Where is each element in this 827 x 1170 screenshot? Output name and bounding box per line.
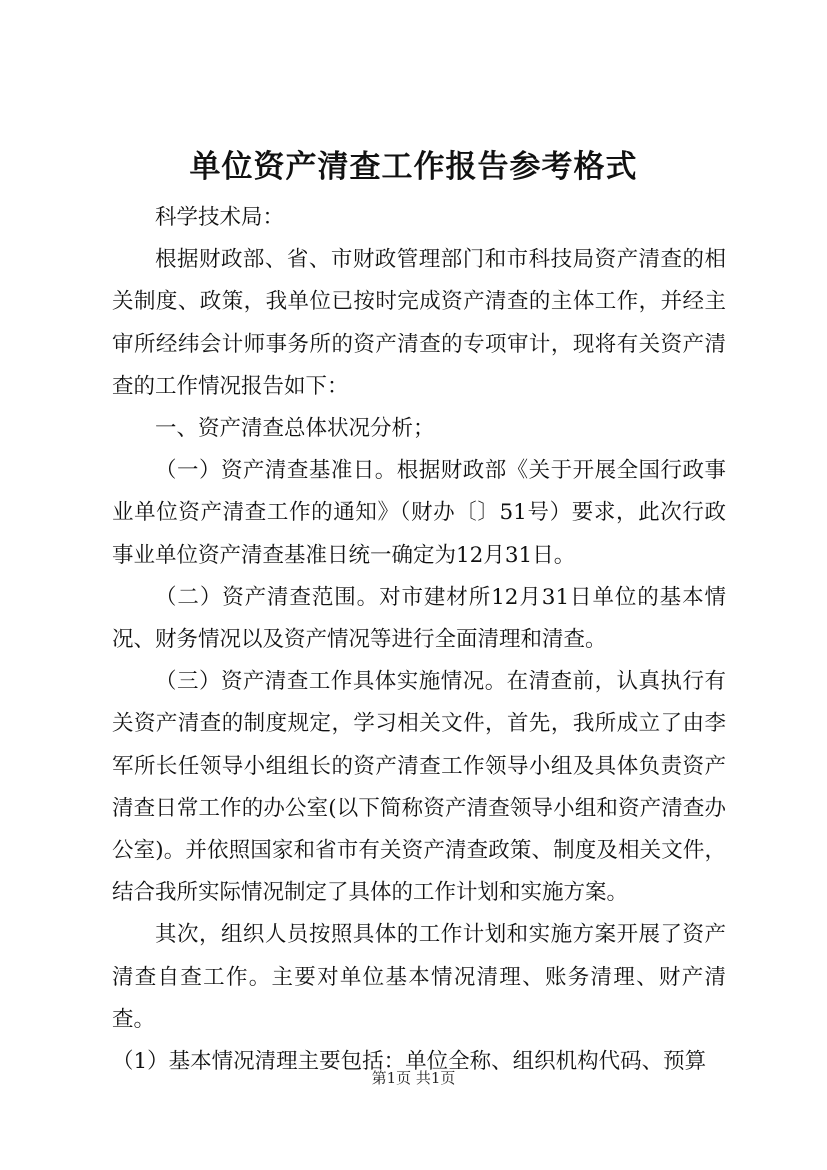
paragraph-implementation: （三）资产清查工作具体实施情况。在清查前，认真执行有关资产清查的制度规定，学习相关文件，首先，我所成立了由李军所长任领导小组组长的资产清查工作领导小组及具体负责资产清查日常工作的办公室(以下简称资产清查领导小组和资产清查办公室)。并依照国家和省市有关资产清查政策、制度及相关文件，结合我所实际情况制定了具体的工作计划和实施方案。: [112, 669, 726, 906]
page-footer: 第1页 共1页: [371, 1069, 456, 1087]
paragraph-self-check: 其次，组织人员按照具体的工作计划和实施方案开展了资产清查自查工作。主要对单位基本情况清理、账务清理、财产清查。: [112, 922, 726, 1032]
paragraph-intro: 根据财政部、省、市财政管理部门和市科技局资产清查的相关制度、政策，我单位已按时完成资产清查的主体工作，并经主审所经纬会计师事务所的资产清查的专项审计，现将有关资产清查的工作情况报告如下：: [112, 247, 726, 399]
paragraph-scope: （二）资产清查范围。对市建材所12月31日单位的基本情况、财务情况以及资产情况等进行全面清理和清查。: [112, 584, 726, 653]
section-heading-1: 一、资产清查总体状况分析；: [155, 416, 435, 442]
salutation: 科学技术局：: [155, 205, 285, 230]
document-body: [112, 197, 726, 1083]
paragraph-base-date: （一）资产清查基准日。根据财政部《关于开展全国行政事业单位资产清查工作的通知》（财办〔〕51号）要求，此次行政事业单位资产清查基准日统一确定为12月31日。: [112, 458, 726, 568]
document-title: 单位资产清查工作报告参考格式: [189, 149, 638, 185]
paragraph-basic-info: （1）基本情况清理主要包括：单位全称、组织机构代码、预算: [112, 1049, 707, 1075]
